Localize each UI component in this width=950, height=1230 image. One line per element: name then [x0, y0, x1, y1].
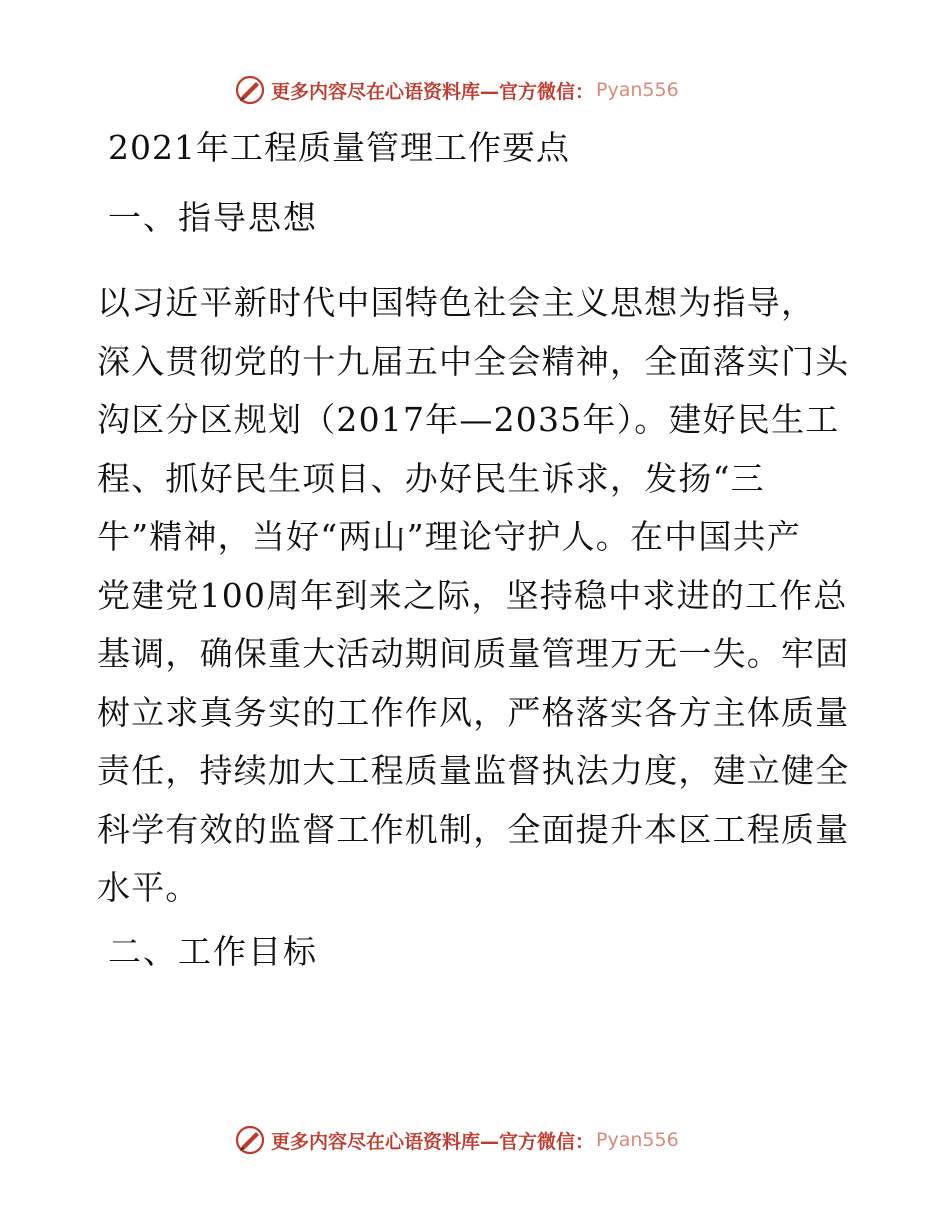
paragraph-line: 水平。: [97, 868, 200, 907]
paragraph-line: 树立求真务实的工作作风，严格落实各方主体质量: [97, 692, 850, 732]
paragraph-line: 程、抓好民生项目、办好民生诉求，发扬“三: [97, 458, 765, 498]
paragraph-line: 党建党100周年到来之际，坚持稳中求进的工作总: [97, 575, 848, 615]
paragraph-line: 沟区分区规划（2017年—2035年）。建好民生工: [97, 400, 840, 439]
section-paragraph: [97, 274, 857, 918]
banner-text: 更多内容尽在心语资料库—官方微信：: [271, 1130, 595, 1153]
pen-logo-icon: [233, 1123, 267, 1157]
section-heading-work-goals: 二、工作目标: [108, 932, 318, 971]
paragraph-line: 以习近平新时代中国特色社会主义思想为指导，: [97, 283, 816, 322]
section-heading-guiding-thought: 一、指导思想: [108, 198, 318, 237]
banner-wechat-id: Pyan556: [596, 1129, 679, 1151]
paragraph-line: 牛”精神，当好“两山”理论守护人。在中国共产: [97, 517, 802, 556]
paragraph-line: 责任，持续加大工程质量监督执法力度，建立健全: [97, 751, 850, 790]
paragraph-line: 基调，确保重大活动期间质量管理万无一失。牢固: [97, 634, 850, 673]
header-banner: [233, 72, 679, 108]
footer-banner: [233, 1122, 679, 1158]
banner-text: 更多内容尽在心语资料库—官方微信：: [271, 80, 595, 103]
document-title: 2021年工程质量管理工作要点: [108, 128, 570, 167]
paragraph-line: 科学有效的监督工作机制，全面提升本区工程质量: [97, 809, 850, 849]
pen-logo-icon: [233, 73, 267, 107]
banner-wechat-id: Pyan556: [596, 79, 679, 101]
paragraph-line: 深入贯彻党的十九届五中全会精神，全面落实门头: [97, 341, 850, 381]
